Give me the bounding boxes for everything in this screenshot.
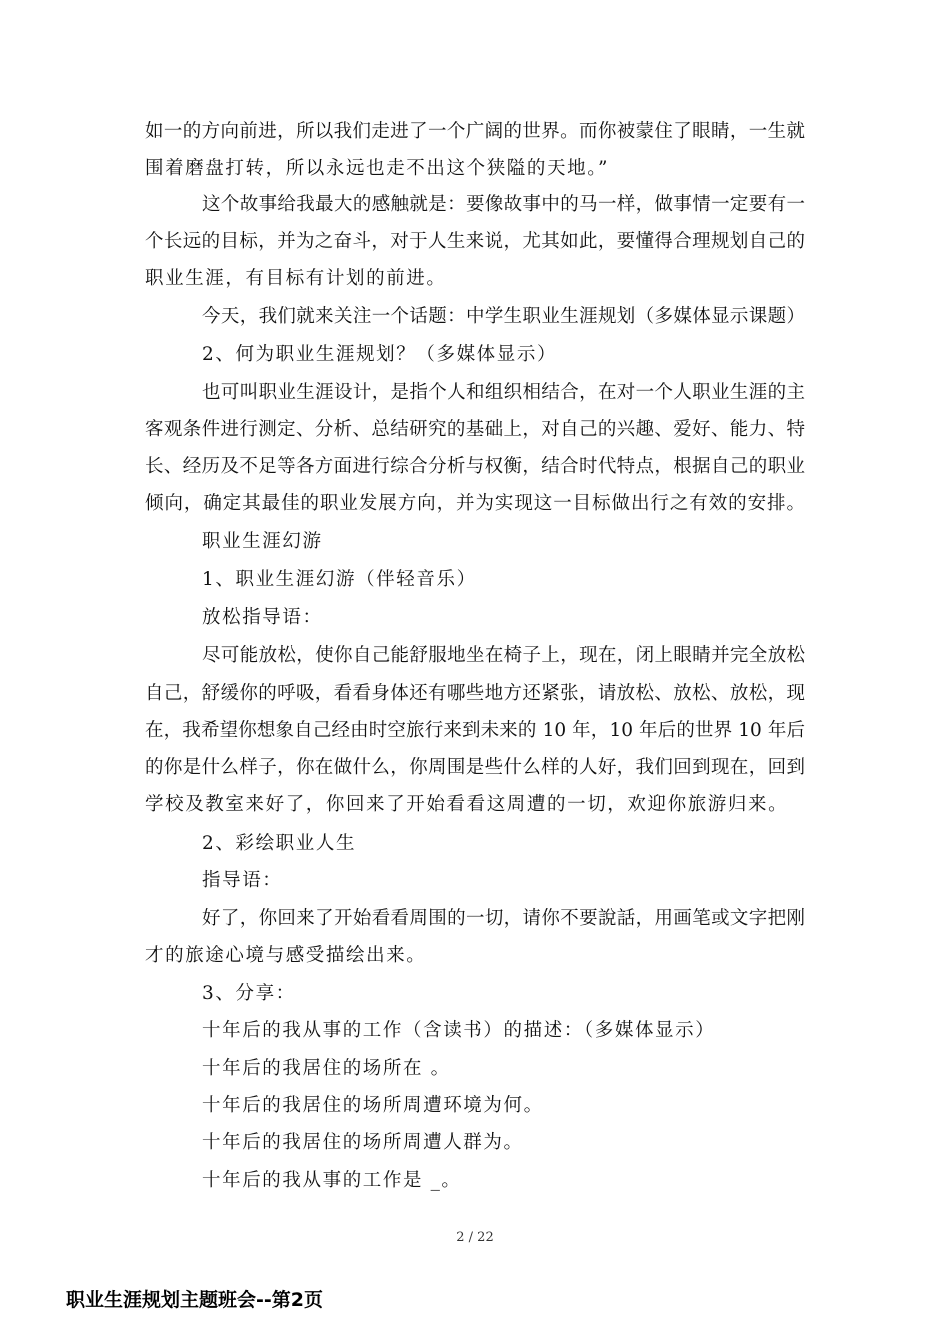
paragraph-line: 十年后的我从事的工作是 _。 bbox=[202, 1170, 462, 1191]
paragraph-line: 尽可能放松，使你自己能舒服地坐在椅子上，现在，闭上眼睛并完全放松 bbox=[202, 645, 805, 666]
paragraph-line: 十年后的我居住的场所在 。 bbox=[202, 1058, 451, 1079]
paragraph-line: 职业生涯，有目标有计划的前进。 bbox=[145, 268, 447, 289]
paragraph-line: 放松指导语： bbox=[202, 607, 323, 628]
section-heading: 1、职业生涯幻游（伴轻音乐） bbox=[202, 569, 477, 590]
paragraph-line: 今天，我们就来关注一个话题：中学生职业生涯规划（多媒体显示课题） bbox=[202, 306, 805, 327]
paragraph-line: 指导语： bbox=[202, 870, 283, 891]
paragraph-line: 也可叫职业生涯设计，是指个人和组织相结合，在对一个人职业生涯的主 bbox=[202, 382, 805, 403]
paragraph-line: 客观条件进行测定、分析、总结研究的基础上，对自己的兴趣、爱好、能力、特 bbox=[145, 419, 805, 440]
page-number: 2 / 22 bbox=[456, 1230, 494, 1245]
footer-title: 职业生涯规划主题班会--第2页 bbox=[66, 1289, 323, 1311]
paragraph-line: 倾向，确定其最佳的职业发展方向，并为实现这一目标做出行之有效的安排。 bbox=[145, 493, 805, 514]
paragraph-line: 十年后的我从事的工作（含读书）的描述：（多媒体显示） bbox=[202, 1020, 716, 1041]
section-heading: 2、何为职业生涯规划？（多媒体显示） bbox=[202, 344, 558, 365]
paragraph-line: 个长远的目标，并为之奋斗，对于人生来说，尤其如此，要懂得合理规划自己的 bbox=[145, 231, 805, 252]
paragraph-line: 自己，舒缓你的呼吸，看看身体还有哪些地方还紧张，请放松、放松、放松，现 bbox=[145, 683, 805, 704]
paragraph-line: 好了，你回来了开始看看周围的一切，请你不要說話，用画笔或文字把刚 bbox=[202, 908, 805, 929]
paragraph-line: 十年后的我居住的场所周遭人群为。 bbox=[202, 1132, 524, 1153]
paragraph-line: 十年后的我居住的场所周遭环境为何。 bbox=[202, 1095, 544, 1116]
section-heading: 职业生涯幻游 bbox=[202, 531, 323, 552]
section-heading: 2、彩绘职业人生 bbox=[202, 833, 357, 854]
paragraph-line: 这个故事给我最大的感触就是：要像故事中的马一样，做事情一定要有一 bbox=[202, 194, 805, 215]
paragraph-line: 围着磨盘打转，所以永远也走不出这个狭隘的天地。” bbox=[145, 158, 610, 179]
paragraph-line: 长、经历及不足等各方面进行综合分析与权衡，结合时代特点，根据自己的职业 bbox=[145, 456, 805, 477]
paragraph-line: 才的旅途心境与感受描绘出来。 bbox=[145, 945, 427, 966]
paragraph-line: 的你是什么样子，你在做什么，你周围是些什么样的人好，我们回到现在，回到 bbox=[145, 757, 805, 778]
section-heading: 3、分享： bbox=[202, 983, 296, 1004]
paragraph-line: 在，我希望你想象自己经由时空旅行来到未来的 10 年，10 年后的世界 10 年后 bbox=[145, 720, 805, 741]
paragraph-line: 如一的方向前进，所以我们走进了一个广阔的世界。而你被蒙住了眼睛，一生就 bbox=[145, 121, 805, 142]
paragraph-line: 学校及教室来好了，你回来了开始看看这周遭的一切，欢迎你旅游归来。 bbox=[145, 794, 789, 815]
